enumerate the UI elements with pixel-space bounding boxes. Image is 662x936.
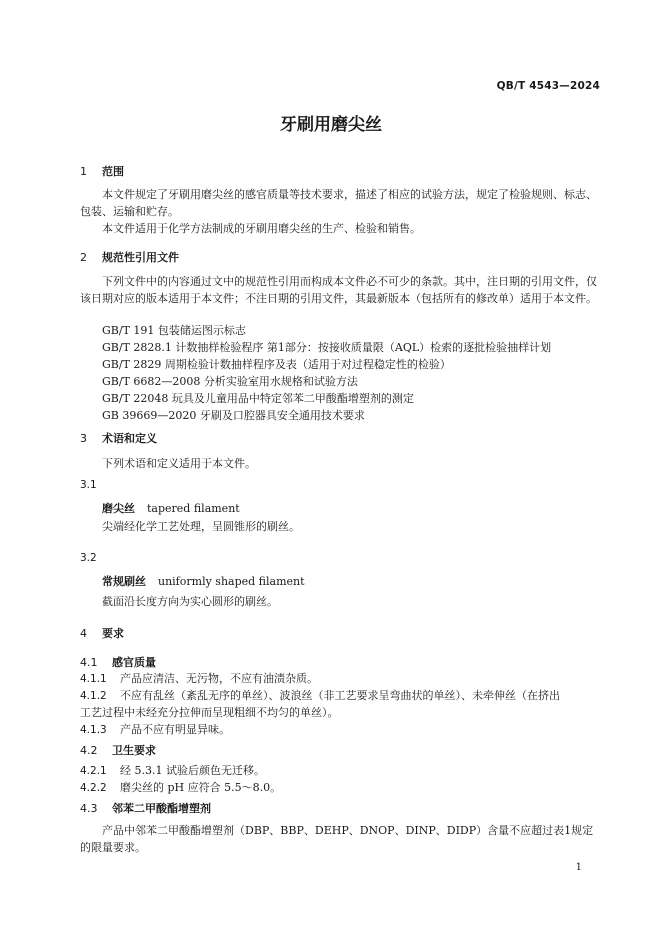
subsection-4-2-heading [80,742,156,758]
scope-paragraph-2: 本文件适用于化学方法制成的牙刷用磨尖丝的生产、检验和销售。 [102,222,421,235]
reference-item: GB/T 22048 玩具及儿童用品中特定邻苯二甲酸酯增塑剂的测定 [102,392,414,405]
term-number: 3.2 [80,552,97,564]
clause-number: 4.2.2 [80,782,107,794]
terms-intro: 下列术语和定义适用于本文件。 [102,457,256,470]
reference-item: GB/T 6682—2008 分析实验室用水规格和试验方法 [102,375,358,388]
clause-4-1-2 [80,687,600,705]
term-name-zh: 磨尖丝 [102,502,135,515]
section-3-heading [80,430,157,446]
term-name-en: uniformly shaped filament [158,575,305,588]
clause-4-2-1 [80,762,600,780]
subsection-title: 邻苯二甲酸酯增塑剂 [112,802,211,815]
section-2-heading [80,249,179,265]
section-1-heading [80,163,124,179]
section-title: 范围 [102,165,124,178]
section-number: 2 [80,251,87,264]
term-entry [102,573,305,589]
section-number: 3 [80,432,87,445]
subsection-number: 4.2 [80,744,98,757]
term-definition: 截面沿长度方向为实心圆形的刷丝。 [102,595,278,608]
reference-item: GB/T 191 包装储运图示标志 [102,324,246,337]
scope-paragraph-1: 本文件规定了牙刷用磨尖丝的感官质量等技术要求，描述了相应的试验方法，规定了检验规则、标志、包装、运输和贮存。 [80,188,597,218]
clause-text: 产品不应有明显异味。 [120,723,230,736]
subsection-title: 卫生要求 [112,744,156,757]
subsection-4-1-heading [80,654,156,670]
subsection-title: 感官质量 [112,656,156,669]
page-number: 1 [575,862,582,873]
term-number: 3.1 [80,479,97,491]
clause-4-1-3 [80,721,600,739]
section-4-heading [80,625,124,641]
subsection-number: 4.1 [80,656,98,669]
clause-number: 4.2.1 [80,765,107,777]
clause-text: 磨尖丝的 pH 应符合 5.5～8.0。 [120,781,282,794]
clause-4-2-2 [80,779,600,797]
subsection-4-3-heading [80,800,211,816]
term-entry [102,500,240,516]
section-title: 术语和定义 [102,432,157,445]
document-title: 牙刷用磨尖丝 [280,115,382,135]
section-number: 1 [80,165,87,178]
reference-item: GB 39669—2020 牙刷及口腔器具安全通用技术要求 [102,409,365,422]
clause-number: 4.1.3 [80,724,107,736]
clause-number: 4.1.1 [80,673,107,685]
normative-refs-intro: 下列文件中的内容通过文中的规范性引用而构成本文件必不可少的条款。其中，注日期的引用文件，仅该日期对应的版本适用于本文件；不注日期的引用文件，其最新版本（包括所有的修改单）适用于本文件。 [80,275,597,305]
reference-item: GB/T 2828.1 计数抽样检验程序 第1部分：按接收质量限（AQL）检索的逐批检验抽样计划 [102,341,552,354]
clause-text: 产品应清洁、无污物，不应有油渍杂质。 [120,672,318,685]
section-title: 要求 [102,627,124,640]
clause-4-1-1 [80,670,600,688]
term-name-en: tapered filament [147,502,240,515]
section-number: 4 [80,627,87,640]
term-definition: 尖端经化学工艺处理，呈圆锥形的刷丝。 [102,520,300,533]
section-title: 规范性引用文件 [102,251,179,264]
reference-item: GB/T 2829 周期检验计数抽样程序及表（适用于对过程稳定性的检验） [102,358,451,371]
clause-4-1-2-continued: 工艺过程中未经充分拉伸而呈现粗细不均匀的单丝）。 [80,706,339,719]
document-number: QB/T 4543—2024 [496,80,600,92]
clause-number: 4.1.2 [80,690,107,702]
clause-text: 经 5.3.1 试验后颜色无迁移。 [120,764,265,777]
plasticizer-paragraph: 产品中邻苯二甲酸酯增塑剂（DBP、BBP、DEHP、DNOP、DINP、DIDP）含量不应超过表1规定的限量要求。 [80,824,594,854]
term-name-zh: 常规刷丝 [102,575,146,588]
subsection-number: 4.3 [80,802,98,815]
clause-text: 不应有乱丝（紊乱无序的单丝）、波浪丝（非工艺要求呈弯曲状的单丝）、未牵伸丝（在挤出 [120,689,560,702]
